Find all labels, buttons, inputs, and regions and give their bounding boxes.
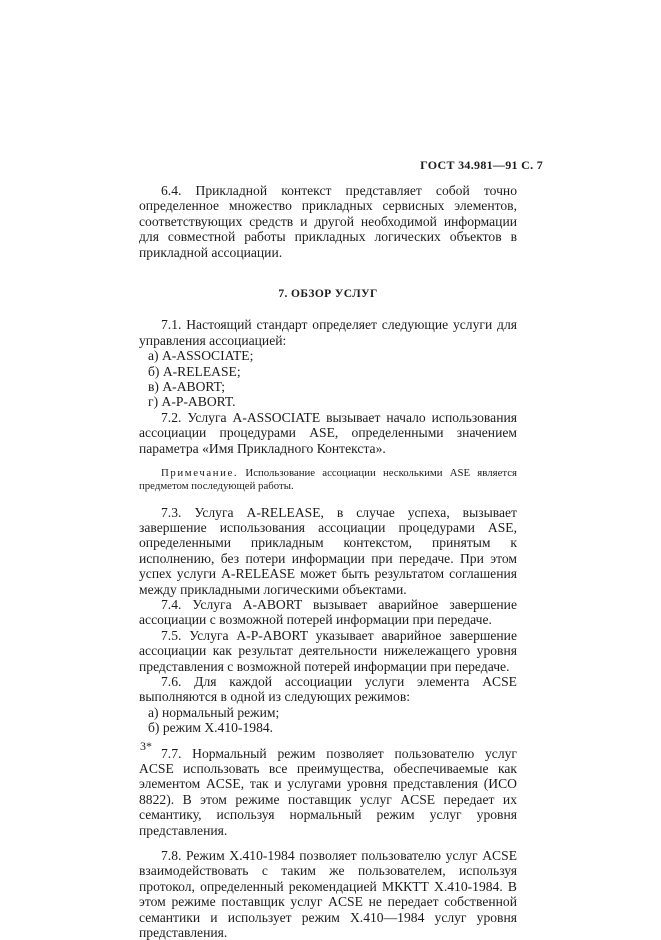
list-item: б) A-RELEASE; xyxy=(148,363,241,379)
paragraph-7-4: 7.4. Услуга A-ABORT вызывает аварийное завершение ассоциации с возможной потерей информации при передаче. xyxy=(139,596,517,628)
paragraph-7-5: 7.5. Услуга A-P-ABORT указывает аварийное завершение ассоциации как результат деятельности нижележащего уровня представления с возможной потерей информации при передаче. xyxy=(139,627,517,674)
paragraph-7-6: 7.6. Для каждой ассоциации услуги элемента ACSE выполняются в одной из следующих режимов: xyxy=(139,673,517,705)
note-text: Использование ассоциации несколькими ASE является предметом последующей работы. xyxy=(139,467,517,493)
services-list xyxy=(139,348,517,410)
paragraph-7-3: 7.3. Услуга A-RELEASE, в случае успеха, вызывает завершение использования ассоциации процедурами ASE, определенными прикладным контекстом, принятым к исполнению, без потери информации при передаче. При этом успех услуги A-RELEASE может быть результатом соглашения между прикладными логическими объектами. xyxy=(139,504,517,597)
page-header: ГОСТ 34.981—91 С. 7 xyxy=(420,158,543,172)
paragraph-7-1: 7.1. Настоящий стандарт определяет следующие услуги для управления ассоциацией: xyxy=(139,317,517,348)
list-item: а) A-ASSOCIATE; xyxy=(148,348,254,364)
note-label: Примечание. xyxy=(161,467,239,480)
paragraph-7-8: 7.8. Режим X.410-1984 позволяет пользователю услуг ACSE взаимодействовать с таким же пользователем, используя протокол, определенный рекомендацией МККТТ X.410-1984. В этом режиме поставщик услуг ACSE не передает собственной семантики и использует режим X.410—1984 услуг уровня представления. xyxy=(139,848,517,940)
list-item: г) A-P-ABORT. xyxy=(148,394,236,410)
page-content xyxy=(139,183,517,940)
list-item: а) нормальный режим; xyxy=(148,704,280,720)
page-number: 3* xyxy=(140,739,152,753)
paragraph-6-4: 6.4. Прикладной контекст представляет собой точно определенное множество прикладных сервисных элементов, соответствующих средств и другой необходимой информации для совместной работы прикладных логических объектов в прикладной ассоциации. xyxy=(139,183,517,260)
list-item: в) A-ABORT; xyxy=(148,379,225,395)
modes-list xyxy=(139,705,517,736)
section-title: 7. ОБЗОР УСЛУГ xyxy=(278,288,378,301)
paragraph-7-2: 7.2. Услуга A-ASSOCIATE вызывает начало использования ассоциации процедурами ASE, определенными значением параметра «Имя Прикладного Контекста». xyxy=(139,409,517,456)
list-item: б) режим X.410-1984. xyxy=(148,720,274,736)
note xyxy=(139,467,517,493)
paragraph-7-7: 7.7. Нормальный режим позволяет пользователю услуг ACSE использовать все преимущества, обеспечиваемые как элементом ACSE, так и услугами уровня представления (ИСО 8822). В этом режиме поставщик услуг ACSE передает их семантику, используя нормальный режим услуг уровня представления. xyxy=(139,745,517,838)
